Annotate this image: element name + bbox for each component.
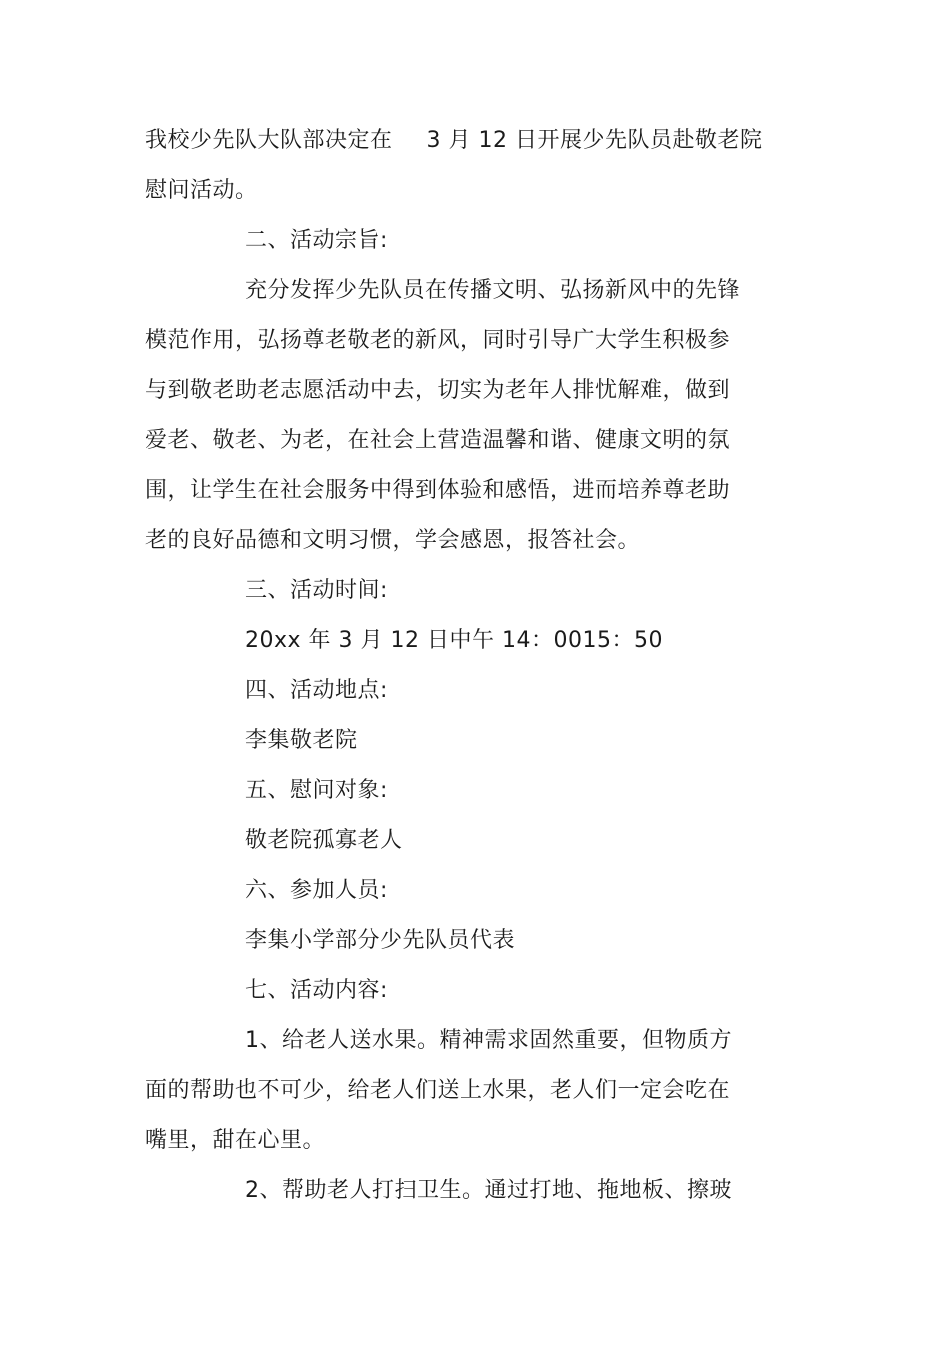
section-heading: 四、活动地点:	[245, 678, 388, 703]
paragraph-line: 慰问活动。	[145, 178, 258, 203]
paragraph-line: 与到敬老助老志愿活动中去，切实为老年人排忧解难，做到	[145, 378, 731, 403]
paragraph-line: 李集敬老院	[245, 728, 358, 753]
section-heading: 七、活动内容:	[245, 978, 388, 1003]
paragraph-line: 李集小学部分少先队员代表	[245, 928, 516, 953]
paragraph-line: 面的帮助也不可少，给老人们送上水果，老人们一定会吃在	[145, 1078, 731, 1103]
paragraph-line: 老的良好品德和文明习惯，学会感恩，报答社会。	[145, 528, 641, 553]
section-heading: 六、参加人员:	[245, 878, 388, 903]
section-heading: 二、活动宗旨:	[245, 228, 388, 253]
paragraph-line	[145, 126, 763, 156]
paragraph-line: 嘴里，甜在心里。	[145, 1128, 326, 1153]
paragraph-line: 1、给老人送水果。精神需求固然重要，但物质方	[245, 1028, 732, 1053]
text-segment: 3 月 12 日开展少先队员赴敬老院	[426, 128, 763, 153]
paragraph-line: 围，让学生在社会服务中得到体验和感悟，进而培养尊老助	[145, 478, 731, 503]
paragraph-line: 爱老、敬老、为老，在社会上营造温馨和谐、健康文明的氛	[145, 428, 731, 453]
paragraph-line: 敬老院孤寡老人	[245, 828, 403, 853]
paragraph-line: 20xx 年 3 月 12 日中午 14：0015：50	[245, 628, 663, 653]
section-heading: 三、活动时间:	[245, 578, 388, 603]
section-heading: 五、慰问对象:	[245, 778, 388, 803]
paragraph-line: 2、帮助老人打扫卫生。通过打地、拖地板、擦玻	[245, 1178, 732, 1203]
text-segment: 我校少先队大队部决定在	[145, 128, 393, 153]
paragraph-line: 充分发挥少先队员在传播文明、弘扬新风中的先锋	[245, 278, 741, 303]
paragraph-line: 模范作用，弘扬尊老敬老的新风，同时引导广大学生积极参	[145, 328, 731, 353]
